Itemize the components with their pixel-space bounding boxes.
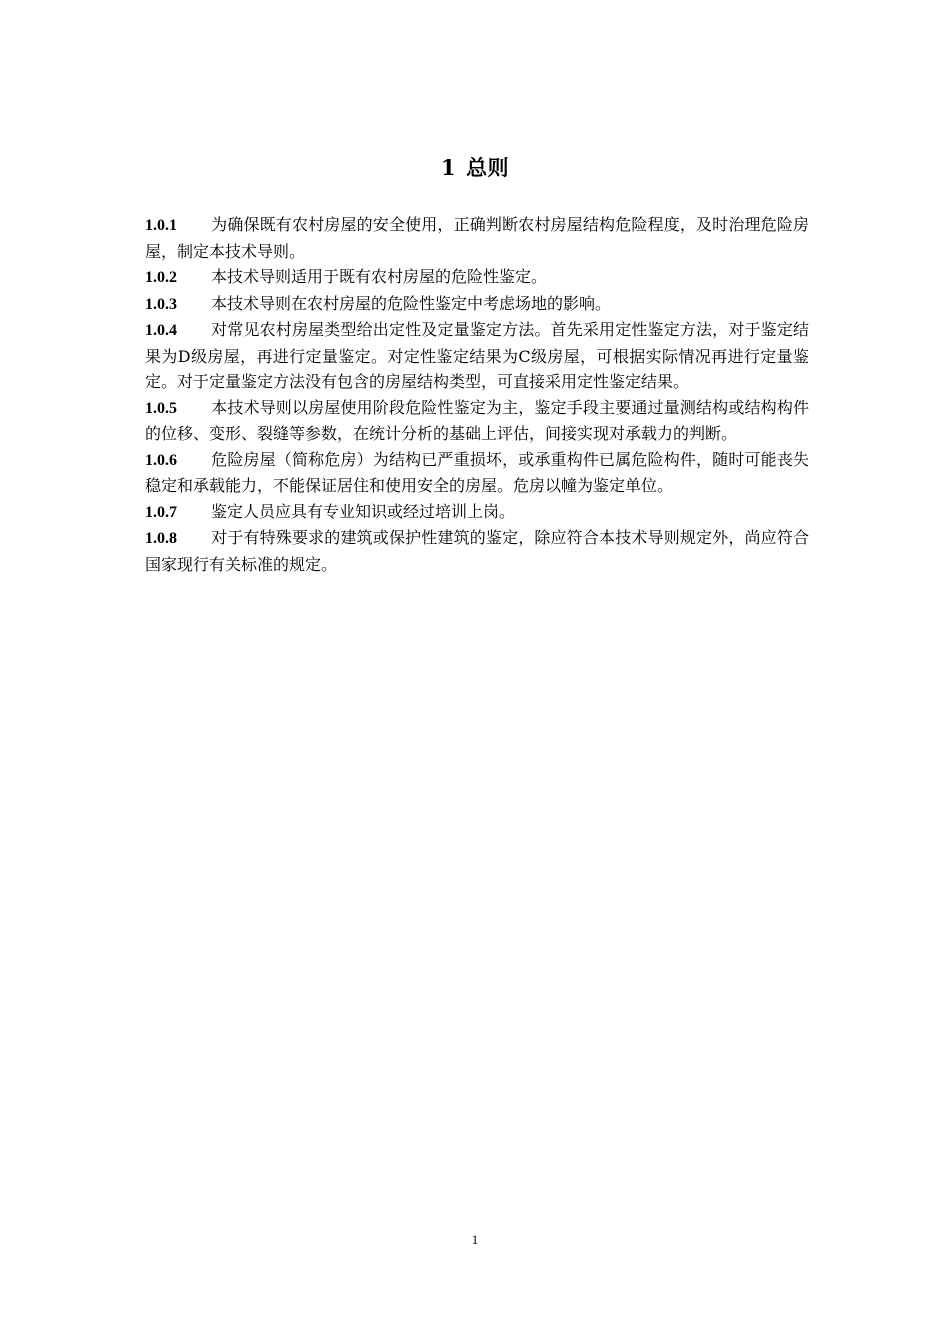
clause-number: 1.0.3 (145, 295, 177, 313)
clause-number: 1.0.6 (145, 451, 177, 469)
clause-number: 1.0.7 (145, 503, 177, 521)
clause-number: 1.0.5 (145, 399, 177, 417)
page-number: 1 (471, 1232, 479, 1247)
clause-1-0-8 (145, 525, 809, 577)
chapter-title (0, 152, 950, 182)
clause-1-0-6 (145, 447, 809, 499)
clause-text: 本技术导则适用于既有农村房屋的危险性鉴定。 (211, 267, 548, 286)
clause-text: 本技术导则以房屋使用阶段危险性鉴定为主，鉴定手段主要通过量测结构或结构构件的位移、变形、裂缝等参数，在统计分析的基础上评估，间接实现对承载力的判断。 (145, 397, 809, 443)
clause-1-0-3 (145, 291, 809, 318)
clause-number: 1.0.1 (145, 217, 177, 234)
clause-list (145, 212, 809, 577)
clause-text: 鉴定人员应具有专业知识或经过培训上岗。 (211, 501, 516, 521)
clause-number: 1.0.4 (145, 322, 177, 339)
clause-1-0-2 (145, 264, 809, 291)
clause-text: 危险房屋（简称危房）为结构已严重损坏，或承重构件已属危险构件，随时可能丧失稳定和承载能力，不能保证居住和使用安全的房屋。危房以幢为鉴定单位。 (145, 449, 809, 495)
clause-1-0-4 (145, 317, 809, 395)
clause-text: 本技术导则在农村房屋的危险性鉴定中考虑场地的影响。 (211, 293, 612, 313)
chapter-number: 1 (440, 155, 457, 180)
clause-text: 为确保既有农村房屋的安全使用，正确判断农村房屋结构危险程度，及时治理危险房屋，制定本技术导则。 (145, 215, 809, 261)
clause-number: 1.0.8 (145, 530, 177, 547)
clause-1-0-1 (145, 212, 809, 264)
clause-number: 1.0.2 (145, 269, 177, 286)
clause-1-0-7 (145, 499, 809, 526)
chapter-title-text: 总则 (466, 155, 510, 180)
clause-text: 对于有特殊要求的建筑或保护性建筑的鉴定，除应符合本技术导则规定外，尚应符合国家现行有关标准的规定。 (145, 528, 809, 574)
clause-1-0-5 (145, 395, 809, 447)
clause-text: 对常见农村房屋类型给出定性及定量鉴定方法。首先采用定性鉴定方法，对于鉴定结果为D级房屋，再进行定量鉴定。对定性鉴定结果为C级房屋，可根据实际情况再进行定量鉴定。对于定量鉴定方法没有包含的房屋结构类型，可直接采用定性鉴定结果。 (145, 320, 809, 391)
